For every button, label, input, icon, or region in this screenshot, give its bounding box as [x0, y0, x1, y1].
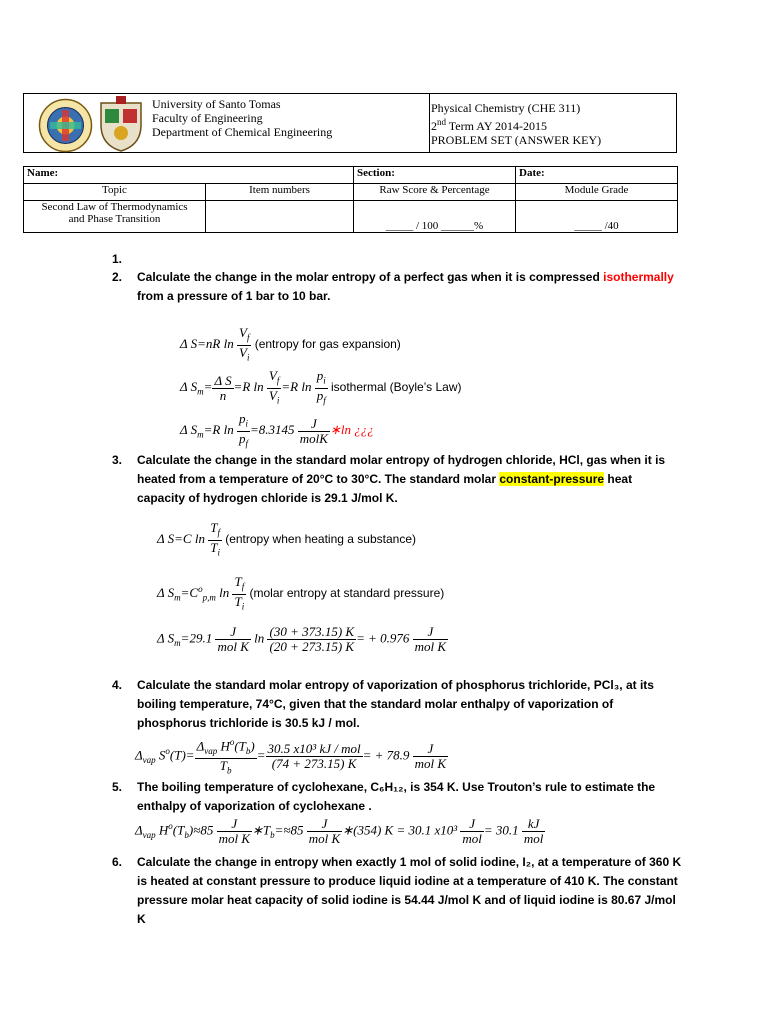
- equation-trouton-rule: $\Delta_{vap}$ $H^o(T_b)\approx 85$ $\frac{J}{\text{mol K}}$ $∗T_b=\approx 85$ $\frac{J}{\text{mol K}}$ ∗(354) K = 30.1 x10³ $\frac{J}{\text{mol}}$ = 30.1 $\frac{kJ}{\text{mol}}$: [135, 816, 544, 846]
- module-grade-cell[interactable]: _____ /40: [516, 201, 678, 233]
- term-line: 2nd Term AY 2014-2015: [431, 117, 548, 133]
- department-name: Department of Chemical Engineering: [152, 125, 333, 139]
- name-field[interactable]: Name:: [24, 167, 354, 184]
- faculty-name: Faculty of Engineering: [152, 111, 263, 125]
- engineering-crest-logo: [96, 95, 146, 153]
- ust-seal-logo: [38, 98, 93, 153]
- equation-standard-molar-entropy: Δ $S_m=C^o_{p,m}$ ln $\frac{T_f}{T_i}$ (molar entropy at standard pressure): [157, 574, 445, 612]
- course-name: Physical Chemistry (CHE 311): [431, 101, 581, 115]
- equation-molar-entropy: Δ $S_m=$ $\frac{\text{Δ S}}{n}$ =R ln $\frac{V_f}{V_i}$ =R ln $\frac{p_i}{p_f}$ isothermal (Boyle’s Law): [180, 368, 462, 406]
- item-numbers-header: Item numbers: [206, 184, 354, 201]
- module-grade-header: Module Grade: [516, 184, 678, 201]
- header-divider: [429, 94, 430, 152]
- topic-cell: Second Law of Thermodynamics and Phase Transition: [24, 201, 206, 233]
- item-numbers-cell: [206, 201, 354, 233]
- equation-heating-entropy: Δ S=C ln $\frac{T_f}{T_i}$ (entropy when heating a substance): [157, 520, 416, 558]
- university-name: University of Santo Tomas: [152, 97, 281, 111]
- equation-molar-entropy-numeric: Δ $S_m=R$ ln $\frac{p_i}{p_f}$ =8.3145 $\frac{J}{\text{molK}}$ ∗ln ¿¿¿: [180, 411, 374, 449]
- equation-hcl-entropy: Δ $S_m=29.1$ $\frac{J}{\text{mol K}}$ ln $\frac{(30 + 373.15) K}{(20 + 273.15) K}$ = + 0.976 $\frac{J}{\text{mol K}}$: [157, 624, 447, 654]
- course-block: [431, 101, 601, 147]
- equation-entropy-expansion: Δ S=nR ln $\frac{V_f}{V_i}$ (entropy for gas expansion): [180, 325, 401, 363]
- date-field[interactable]: Date:: [516, 167, 678, 184]
- student-info-table: [23, 166, 678, 233]
- problem-set-title: PROBLEM SET (ANSWER KEY): [431, 133, 602, 147]
- section-field[interactable]: Section:: [354, 167, 516, 184]
- topic-header: Topic: [24, 184, 206, 201]
- institution-block: [152, 97, 332, 139]
- raw-score-cell[interactable]: _____ / 100 ______%: [354, 201, 516, 233]
- equation-vaporization-entropy: $\Delta_{vap}$ $S^o(T)=$ $\frac{\Delta_{vap} H^o(T_b)}{T_b}$ = $\frac{\text{30.5 x10³ kJ / mol}}{(74 + 273.15) K}$ = + 78.9 $\frac{J}{\text{mol K}}$: [135, 737, 447, 776]
- raw-score-header: Raw Score & Percentage: [354, 184, 516, 201]
